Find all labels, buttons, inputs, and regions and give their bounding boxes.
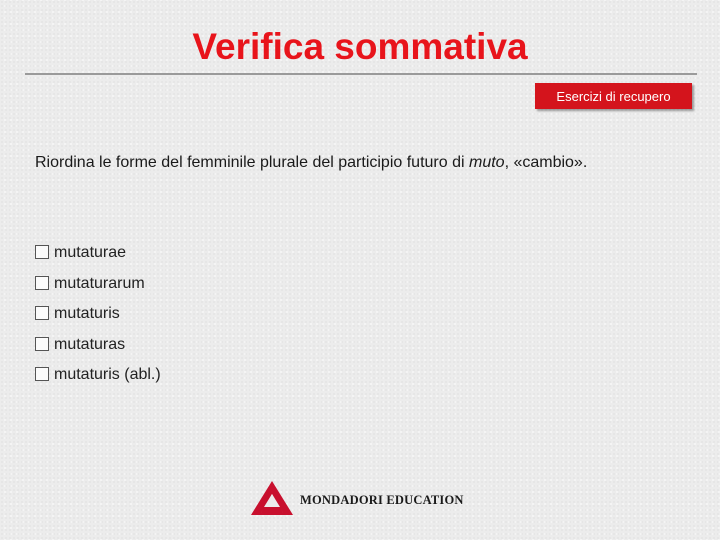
option-item[interactable] bbox=[35, 269, 161, 300]
option-label: mutaturis bbox=[54, 305, 120, 323]
checkbox[interactable] bbox=[35, 245, 49, 259]
option-label: mutaturae bbox=[54, 244, 127, 262]
title-divider bbox=[25, 73, 697, 75]
instruction-text bbox=[35, 154, 695, 172]
page-title: Verifica sommativa bbox=[192, 26, 528, 67]
publisher-logo bbox=[250, 480, 464, 516]
answer-options-list bbox=[35, 238, 161, 391]
option-item[interactable] bbox=[35, 360, 161, 391]
option-label: mutaturas bbox=[54, 335, 126, 353]
publisher-logo-text: MONDADORI EDUCATION bbox=[300, 492, 464, 507]
instruction-word: muto bbox=[468, 154, 505, 171]
exercise-type-badge: Esercizi di recupero bbox=[535, 83, 692, 109]
instruction-prefix: Riordina le forme del femminile plurale del participio futuro di bbox=[35, 154, 469, 171]
checkbox[interactable] bbox=[35, 306, 49, 320]
checkbox[interactable] bbox=[35, 276, 49, 290]
option-item[interactable] bbox=[35, 238, 161, 269]
option-label: mutaturis (abl.) bbox=[54, 366, 161, 384]
checkbox[interactable] bbox=[35, 337, 49, 351]
mondadori-logo-icon bbox=[250, 480, 294, 516]
option-label: mutaturarum bbox=[54, 274, 145, 292]
instruction-suffix: , «cambio». bbox=[504, 154, 588, 171]
option-item[interactable] bbox=[35, 330, 161, 361]
checkbox[interactable] bbox=[35, 367, 49, 381]
option-item[interactable] bbox=[35, 299, 161, 330]
